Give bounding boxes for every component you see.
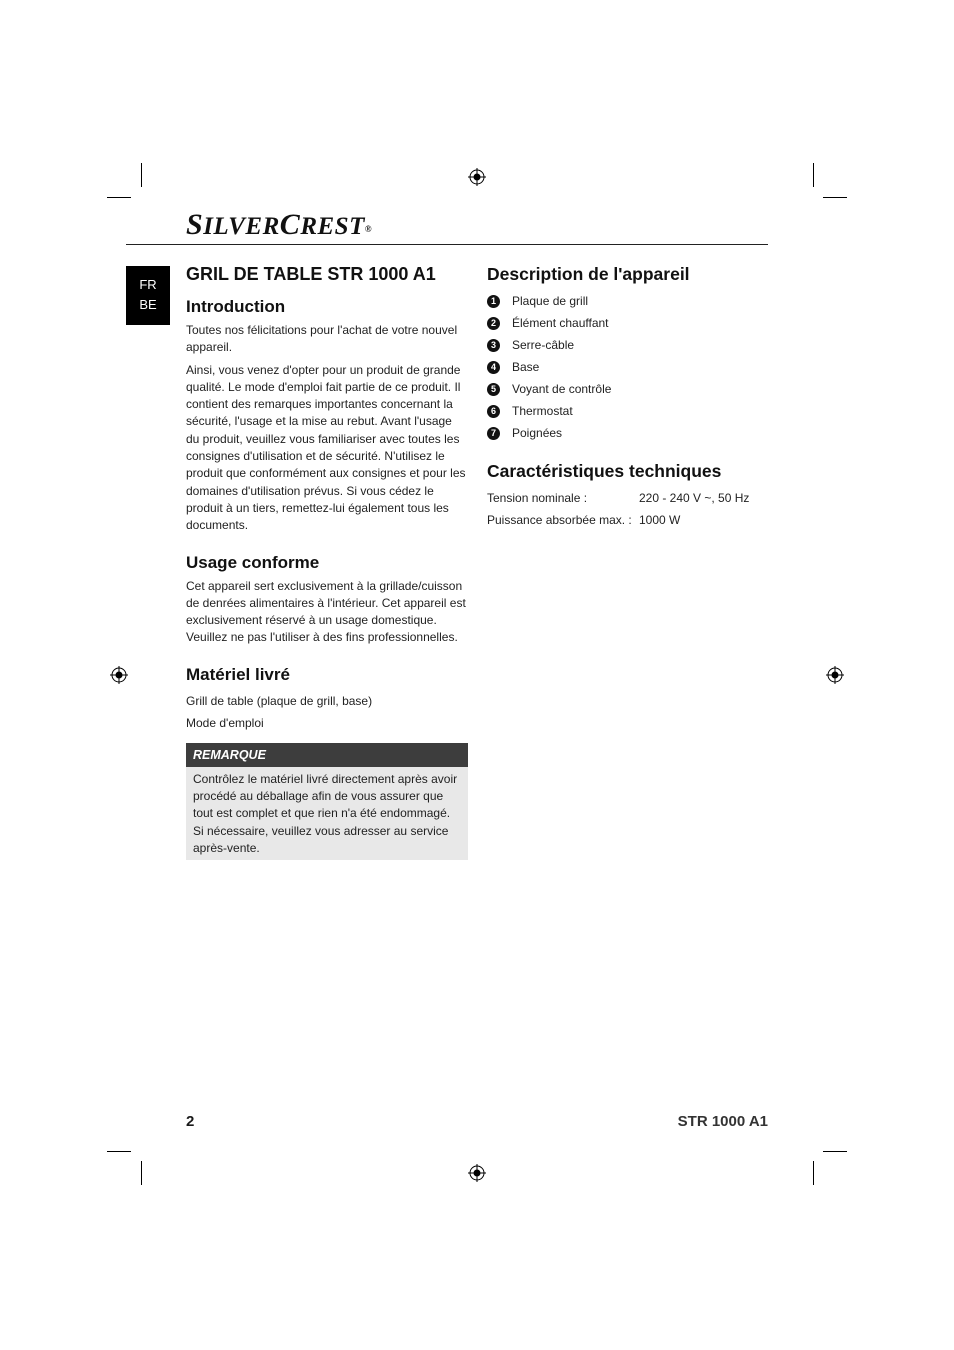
language-code-fr: FR: [139, 277, 157, 292]
specs-heading: Caractéristiques techniques: [487, 461, 722, 481]
description-heading: Description de l'appareil: [487, 264, 690, 284]
note-box: [186, 743, 468, 860]
spec-value: 220 - 240 V ~, 50 Hz: [639, 491, 750, 505]
document-title: GRIL DE TABLE STR 1000 A1: [186, 264, 436, 284]
header-rule: [126, 244, 768, 245]
usage-paragraph: Cet appareil sert exclusivement à la grillade/cuisson de denrées alimentaires à l'intérieur. Cet appareil est exclusivement réservé à un usage domestique. Veuillez ne pas l'utiliser à des fins professionnelles.: [186, 578, 466, 645]
crop-mark: [107, 1151, 131, 1152]
introduction-paragraph: Toutes nos félicitations pour l'achat de votre nouvel appareil.: [186, 323, 458, 355]
number-badge-icon: 6: [487, 405, 500, 418]
registration-mark-icon: [826, 666, 844, 684]
introduction-heading: Introduction: [186, 297, 286, 316]
list-item: 6 Thermostat: [487, 400, 777, 422]
table-row: [487, 487, 777, 509]
crop-mark: [141, 163, 142, 187]
crop-mark: [107, 197, 131, 198]
list-item: 1 Plaque de grill: [487, 290, 777, 312]
list-item: 7 Poignées: [487, 422, 777, 444]
specs-table: [487, 487, 777, 531]
number-badge-icon: 5: [487, 383, 500, 396]
footer-model: STR 1000 A1: [677, 1113, 768, 1130]
left-column: [186, 262, 468, 860]
crop-mark: [141, 1161, 142, 1185]
table-row: [487, 509, 777, 531]
list-item: 5 Voyant de contrôle: [487, 378, 777, 400]
number-badge-icon: 1: [487, 295, 500, 308]
right-column: [487, 262, 777, 531]
list-item: 4 Base: [487, 356, 777, 378]
delivery-heading: Matériel livré: [186, 664, 290, 684]
registration-mark-icon: [468, 168, 486, 186]
language-code-be: BE: [139, 297, 157, 312]
number-badge-icon: 3: [487, 339, 500, 352]
introduction-paragraph: Ainsi, vous venez d'opter pour un produit de grande qualité. Le mode d'emploi fait partie de ce produit. Il contient des remarques importantes concernant la sécurité, l'usage et la mise au rebut. Avant l'usage du produit, veuillez vous familiariser avec toutes les consignes d'utilisation et de sécurité. N'utilisez le produit que conformément aux consignes et pour les domaines d'utilisation prévus. Si vous cédez le produit à un tiers, remettez-lui également tous les documents.: [186, 362, 466, 533]
language-tab: [126, 266, 170, 325]
list-item: 3 Serre-câble: [487, 334, 777, 356]
crop-mark: [813, 163, 814, 187]
page-number: 2: [186, 1113, 195, 1130]
registration-mark-icon: [110, 666, 128, 684]
crop-mark: [813, 1161, 814, 1185]
list-item: 2 Élément chauffant: [487, 312, 777, 334]
spec-label: Puissance absorbée max. :: [487, 513, 632, 527]
brand-logo: SILVERCREST®: [186, 208, 373, 241]
registration-mark-icon: [468, 1164, 486, 1182]
delivery-item: Mode d'emploi: [186, 715, 264, 730]
note-body: [186, 767, 468, 860]
spec-label: Tension nominale :: [487, 491, 588, 505]
number-badge-icon: 4: [487, 361, 500, 374]
spec-value: 1000 W: [639, 513, 681, 527]
delivery-item: Grill de table (plaque de grill, base): [186, 693, 373, 708]
note-text: Contrôlez le matériel livré directement après avoir procédé au déballage afin de vous assurer que tout est complet et que rien n'a été endommagé. Si nécessaire, veuillez vous adresser au service après-vente.: [193, 771, 458, 855]
note-heading: REMARQUE: [186, 743, 468, 767]
crop-mark: [823, 197, 847, 198]
crop-mark: [823, 1151, 847, 1152]
parts-list: [487, 290, 777, 444]
number-badge-icon: 2: [487, 317, 500, 330]
usage-heading: Usage conforme: [186, 552, 320, 572]
number-badge-icon: 7: [487, 427, 500, 440]
